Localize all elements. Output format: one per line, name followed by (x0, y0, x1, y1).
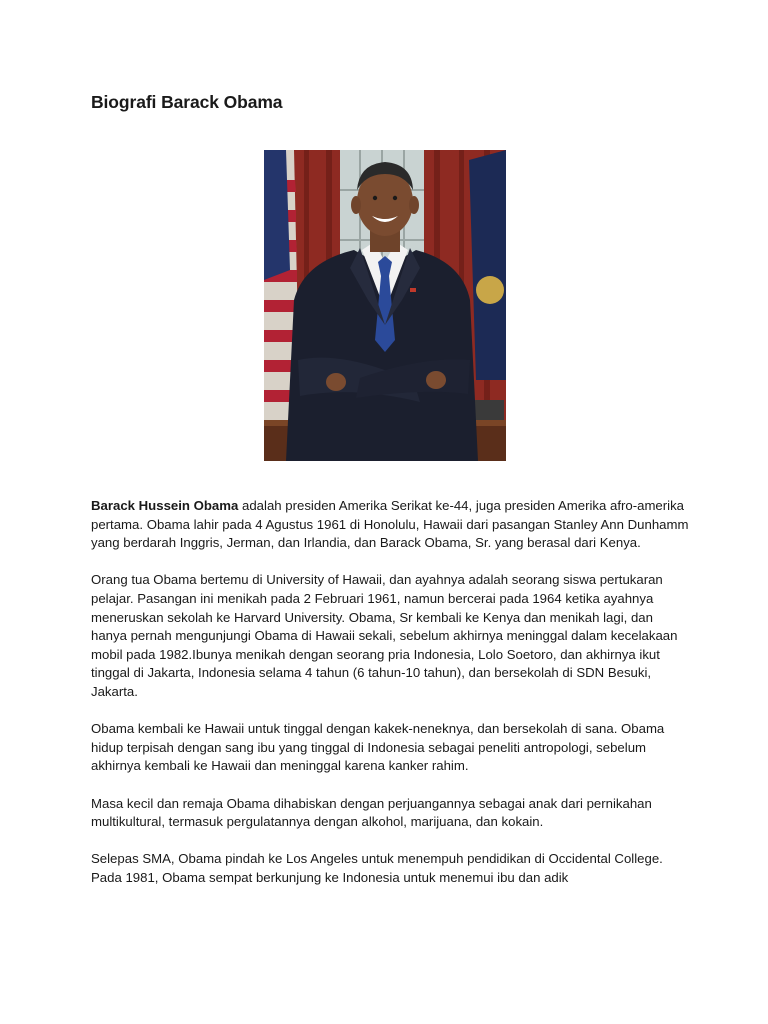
subject-name: Barack Hussein Obama (91, 498, 239, 513)
paragraph: Orang tua Obama bertemu di University of Hawaii, dan ayahnya adalah seorang siswa pertukaran pelajar. Pasangan ini menikah pada 2 Februari 1961, namun bercerai pada 1964 ketika ayahnya meneruskan sekolah ke Harvard University. Obama, Sr kembali ke Kenya dan menikah lagi, dan hanya pernah mengunjungi Obama di Hawaii sekali, sebelum akhirnya meninggal dalam kecelakaan mobil pada 1982.Ibunya menikah dengan seorang pria Indonesia, Lolo Soetoro, dan akhirnya ikut tinggal di Jakarta, Indonesia selama 4 tahun (6 tahun-10 tahun), dan bersekolah di SDN Besuki, Jakarta. (91, 572, 678, 699)
portrait-photo (264, 150, 506, 461)
intro-text: adalah presiden Amerika Serikat ke-44, juga presiden Amerika afro-amerika pertama. Obama lahir pada 4 Agustus 1961 di Honolulu, Hawaii dari pasangan Stanley Ann Dunhamm yang berdarah Inggris, Jerman, dan Irlandia, dan Barack Obama, Sr. yang berasal dari Kenya. (91, 498, 689, 551)
paragraph: Obama kembali ke Hawaii untuk tinggal dengan kakek-neneknya, dan bersekolah di sana. Obama hidup terpisah dengan sang ibu yang tinggal di Indonesia sebagai peneliti antropologi, sebelum akhirnya kembali ke Hawaii dan meninggal karena kanker rahim. (91, 721, 665, 774)
intro-paragraph (91, 497, 691, 553)
paragraph: Masa kecil dan remaja Obama dihabiskan dengan perjuangannya sebagai anak dari pernikahan multikultural, termasuk pergulatannya dengan alkohol, marijuana, dan kokain. (91, 795, 652, 830)
page-title: Biografi Barack Obama (91, 92, 283, 112)
paragraph: Selepas SMA, Obama pindah ke Los Angeles untuk menempuh pendidikan di Occidental College. Pada 1981, Obama sempat berkunjung ke Indonesia untuk menemui ibu dan adik (91, 851, 663, 885)
article-body (91, 497, 691, 906)
